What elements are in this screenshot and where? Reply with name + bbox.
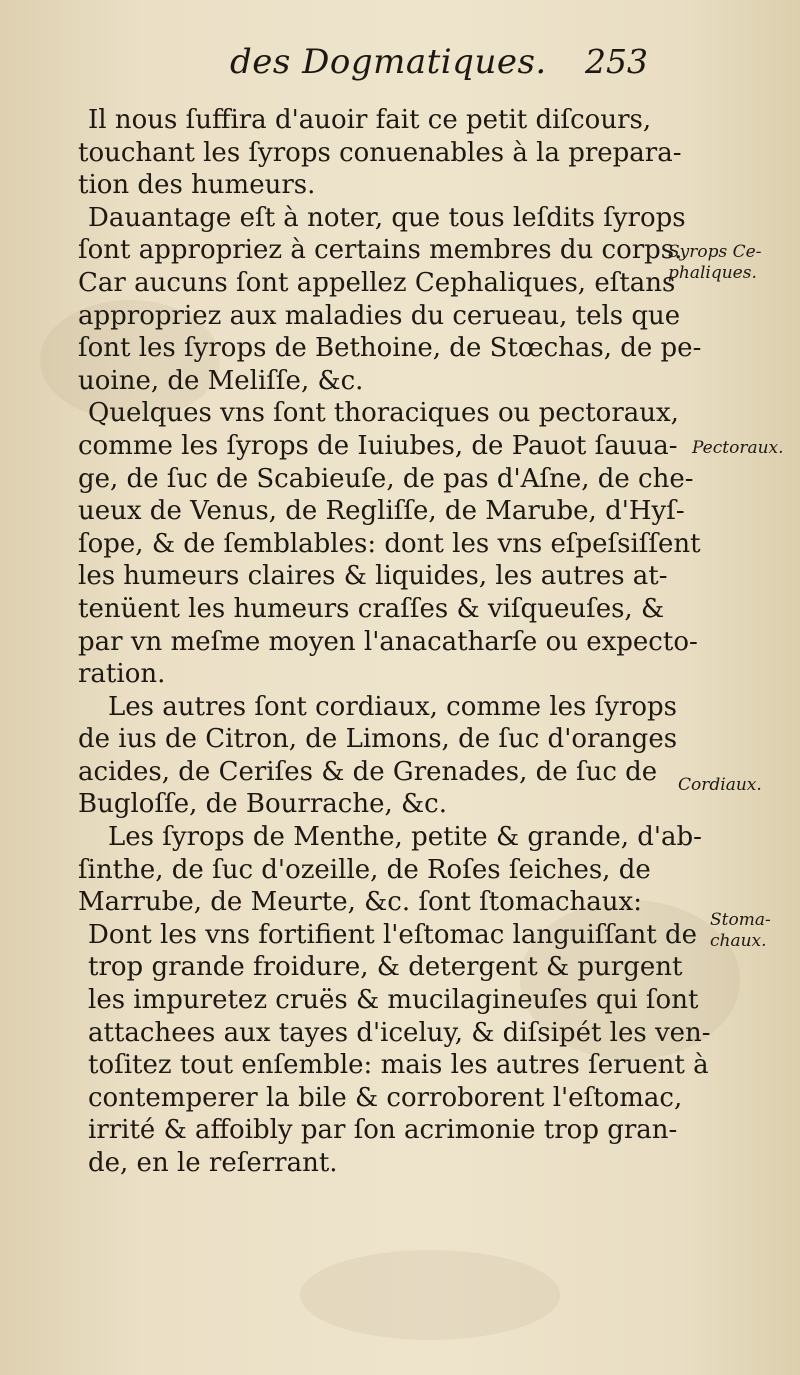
text-line: appropriez aux maladies du cerueau, tels que [78,300,681,331]
text-line: de, en le reſerrant. [88,1148,338,1178]
text-line: les humeurs claires & liquides, les autres at- [78,561,668,592]
text-line: irrité & affoibly par ſon acrimonie trop gran- [88,1115,678,1146]
text-line: toſitez tout enſemble: mais les autres ſeruent à [88,1050,709,1081]
text-line: ſope, & de ſemblables: dont les vns eſpeſsiſſent [78,528,701,559]
margin-note-cordiaux: Cordiaux. [678,775,762,795]
text-line: ueux de Venus, de Regliſſe, de Marube, d'Hyſ- [78,496,685,527]
body-text [78,104,711,1180]
text-line: Dont les vns fortifient l'eſtomac languiſſant de [88,919,698,950]
text-line: ſinthe, de ſuc d'ozeille, de Roſes ſeiches, de [78,854,651,885]
text-line: par vn meſme moyen l'anacatharſe ou expecto- [78,626,698,657]
paper-stain [300,1250,560,1340]
text-line: ſont les ſyrops de Bethoine, de Stœchas, de pe- [78,333,702,364]
text-line: Dauantage eſt à noter, que tous leſdits ſyrops [88,202,686,233]
margin-note-line: Stoma- [710,910,771,930]
margin-note-line: chaux. [710,931,767,951]
text-line: Il nous ſuffira d'auoir fait ce petit diſcours, [88,105,652,135]
text-line: trop grande froidure, & detergent & purgent [88,952,683,983]
margin-note-line: Syrops Ce- [668,242,762,262]
margin-note-line: phaliques. [668,263,757,283]
text-line: Les ſyrops de Menthe, petite & grande, d'ab- [108,822,702,853]
page-header [230,38,670,98]
text-line: Quelques vns ſont thoraciques ou pectoraux, [88,398,679,429]
text-line: uoine, de Meliſſe, &c. [78,365,364,396]
text-line: ge, de ſuc de Scabieuſe, de pas d'Aſne, de che- [78,463,694,494]
margin-note-stomachaux [710,910,771,952]
text-line: Car aucuns ſont appellez Cephaliques, eſtans [78,267,676,298]
text-line: de ius de Citron, de Limons, de ſuc d'oranges [78,724,678,755]
margin-note-pectoraux: Pectoraux. [692,438,784,458]
text-line: les impuretez cruës & mucilagineuſes qui ſont [88,985,699,1016]
text-line: attachees aux tayes d'iceluy, & diſsipét les ven- [88,1017,711,1048]
text-line: Bugloſſe, de Bourrache, &c. [78,789,447,820]
text-line: Les autres ſont cordiaux, comme les ſyrops [108,691,678,722]
text-line: contemperer la bile & corroborent l'eſtomac, [88,1082,683,1113]
text-line: Marrube, de Meurte, &c. ſont ſtomachaux: [78,887,642,918]
page-number: 253 [585,42,648,81]
text-line: ſont appropriez à certains membres du corps. [78,235,683,266]
text-line: tion des humeurs. [78,170,316,201]
text-line: ration. [78,659,166,690]
margin-note-cephaliques [668,242,761,284]
running-head: des Dogmatiques. [230,42,547,82]
text-line: acides, de Ceriſes & de Grenades, de ſuc de [78,756,658,787]
text-line: comme les ſyrops de Iuiubes, de Pauot ſauua- [78,430,678,461]
text-line: touchant les ſyrops conuenables à la prepara- [78,137,682,168]
text-line: tenüent les humeurs craſſes & viſqueuſes, & [78,593,665,624]
